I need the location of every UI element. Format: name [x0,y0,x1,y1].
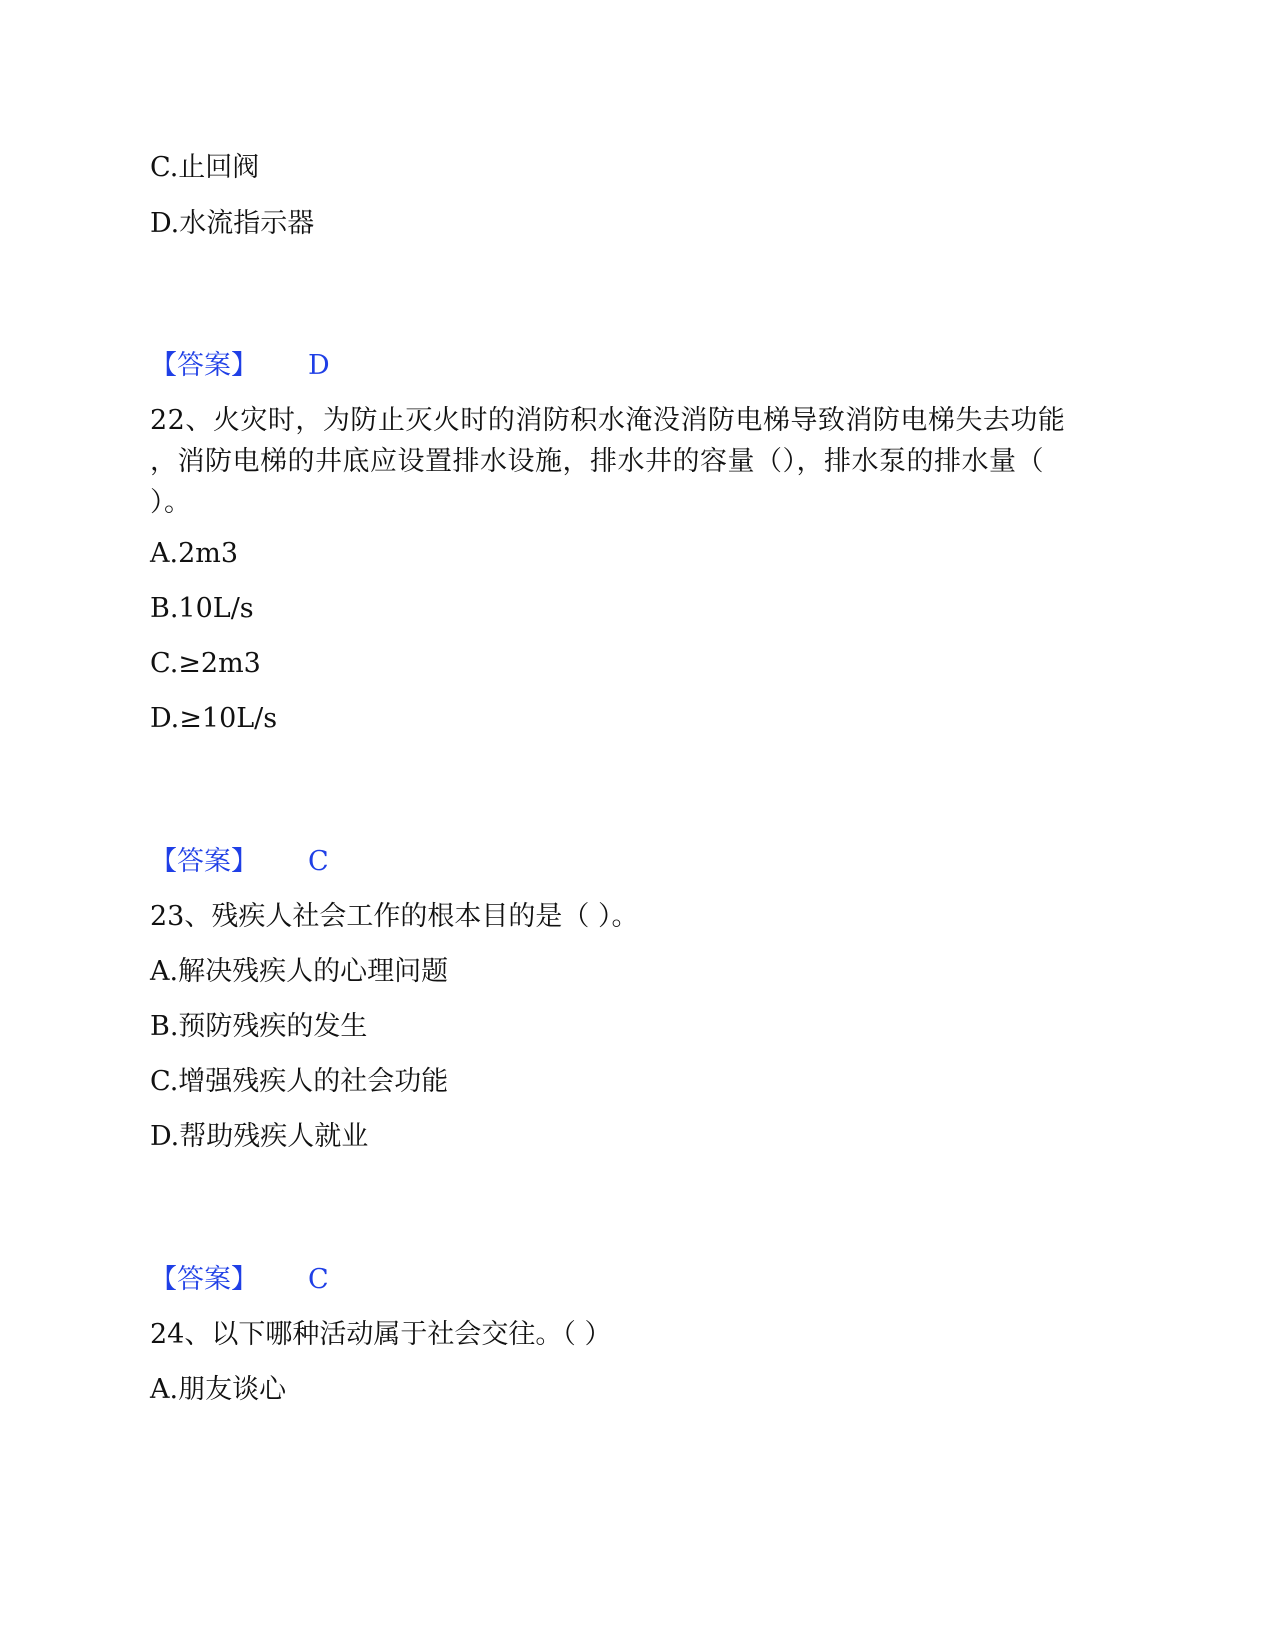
option-c: C.增强残疾人的社会功能 [150,1066,449,1097]
answer-row [150,350,330,382]
option-d: D.≥10L/s [150,703,278,734]
answer-value: C [308,846,329,877]
option-c: C.止回阀 [150,152,260,183]
option-d: D.水流指示器 [150,208,315,239]
answer-label: 【答案】 [150,846,258,877]
answer-label: 【答案】 [150,350,258,381]
option-c: C.≥2m3 [150,648,261,679]
stem-line: ，消防电梯的井底应设置排水设施，排水井的容量（），排水泵的排水量（ [150,446,1044,477]
answer-label: 【答案】 [150,1264,258,1295]
stem-line: 22、火灾时，为防止灭火时的消防积水淹没消防电梯导致消防电梯失去功能 [150,405,1066,436]
stem-line: ）。 [150,487,192,518]
option-a: A.朋友谈心 [150,1374,287,1405]
question-24-stem: 24、以下哪种活动属于社会交往。（ ） [150,1319,612,1350]
answer-row [150,846,329,878]
question-22-stem [150,400,1110,523]
option-b: B.10L/s [150,593,254,624]
answer-value: D [308,350,330,381]
answer-value: C [308,1264,329,1295]
question-23-stem: 23、残疾人社会工作的根本目的是（ ）。 [150,901,639,932]
answer-row [150,1264,329,1296]
option-a: A.解决残疾人的心理问题 [150,956,449,987]
option-b: B.预防残疾的发生 [150,1011,368,1042]
option-d: D.帮助残疾人就业 [150,1121,369,1152]
option-a: A.2m3 [150,538,239,569]
